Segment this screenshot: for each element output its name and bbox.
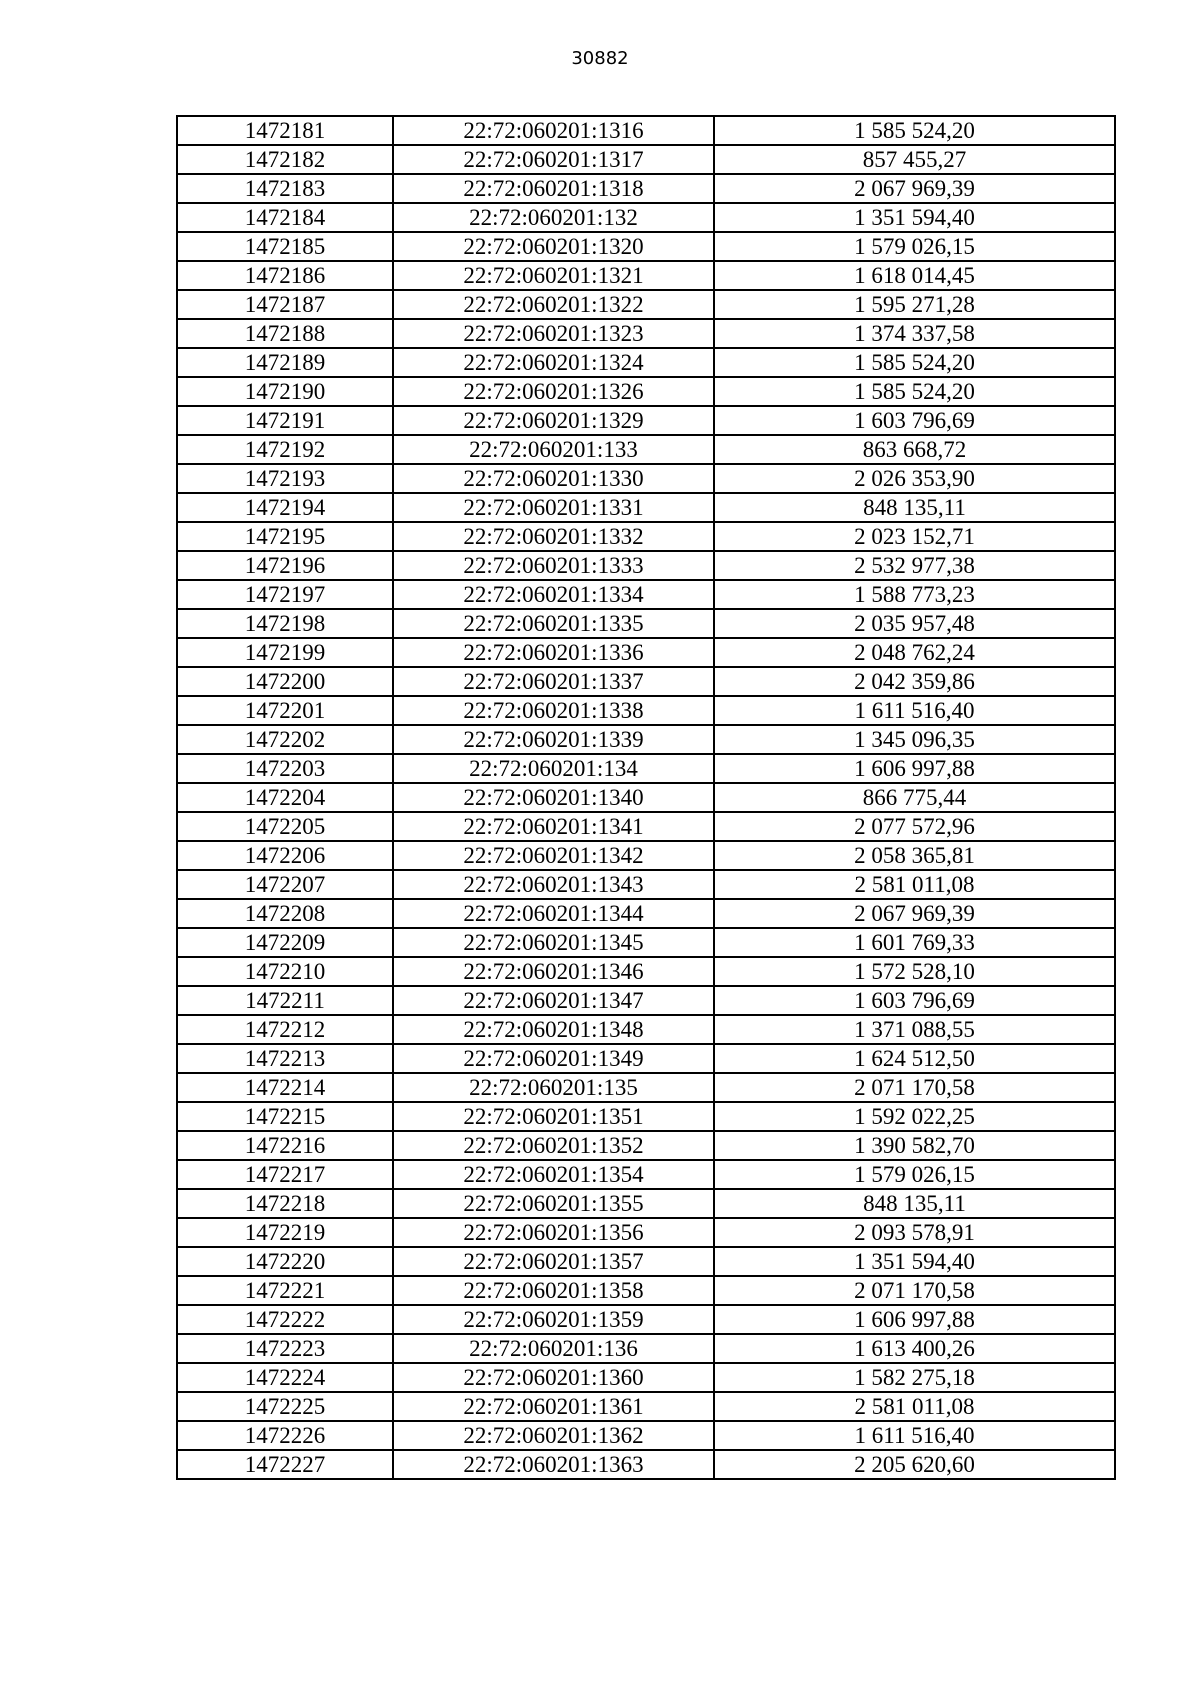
table-row — [177, 870, 1115, 899]
cadastral-number-cell: 22:72:060201:1361 — [393, 1392, 714, 1421]
table-row — [177, 1392, 1115, 1421]
value-cell: 848 135,11 — [714, 493, 1115, 522]
value-cell: 1 613 400,26 — [714, 1334, 1115, 1363]
row-id-cell: 1472201 — [177, 696, 393, 725]
table-row — [177, 377, 1115, 406]
table-row — [177, 1450, 1115, 1479]
value-cell: 1 595 271,28 — [714, 290, 1115, 319]
row-id-cell: 1472181 — [177, 116, 393, 145]
value-cell: 1 579 026,15 — [714, 1160, 1115, 1189]
row-id-cell: 1472184 — [177, 203, 393, 232]
row-id-cell: 1472208 — [177, 899, 393, 928]
cadastral-number-cell: 22:72:060201:1347 — [393, 986, 714, 1015]
row-id-cell: 1472199 — [177, 638, 393, 667]
table-row — [177, 1305, 1115, 1334]
row-id-cell: 1472197 — [177, 580, 393, 609]
value-cell: 1 603 796,69 — [714, 406, 1115, 435]
cadastral-number-cell: 22:72:060201:1326 — [393, 377, 714, 406]
value-cell: 1 371 088,55 — [714, 1015, 1115, 1044]
row-id-cell: 1472210 — [177, 957, 393, 986]
cadastral-number-cell: 22:72:060201:1329 — [393, 406, 714, 435]
row-id-cell: 1472182 — [177, 145, 393, 174]
value-cell: 2 093 578,91 — [714, 1218, 1115, 1247]
table-row — [177, 1189, 1115, 1218]
table-row — [177, 116, 1115, 145]
row-id-cell: 1472222 — [177, 1305, 393, 1334]
table-row — [177, 638, 1115, 667]
table-row — [177, 145, 1115, 174]
row-id-cell: 1472194 — [177, 493, 393, 522]
cadastral-number-cell: 22:72:060201:1346 — [393, 957, 714, 986]
table-row — [177, 725, 1115, 754]
table-row — [177, 783, 1115, 812]
cadastral-number-cell: 22:72:060201:1322 — [393, 290, 714, 319]
cadastral-number-cell: 22:72:060201:1331 — [393, 493, 714, 522]
table-row — [177, 232, 1115, 261]
cadastral-number-cell: 22:72:060201:1357 — [393, 1247, 714, 1276]
value-cell: 2 023 152,71 — [714, 522, 1115, 551]
cadastral-number-cell: 22:72:060201:1337 — [393, 667, 714, 696]
value-cell: 1 606 997,88 — [714, 1305, 1115, 1334]
cadastral-number-cell: 22:72:060201:1349 — [393, 1044, 714, 1073]
table-row — [177, 986, 1115, 1015]
table-row — [177, 609, 1115, 638]
value-cell: 857 455,27 — [714, 145, 1115, 174]
value-cell: 1 572 528,10 — [714, 957, 1115, 986]
value-cell: 2 058 365,81 — [714, 841, 1115, 870]
cadastral-number-cell: 22:72:060201:1318 — [393, 174, 714, 203]
cadastral-number-cell: 22:72:060201:135 — [393, 1073, 714, 1102]
cadastral-number-cell: 22:72:060201:132 — [393, 203, 714, 232]
row-id-cell: 1472226 — [177, 1421, 393, 1450]
cadastral-number-cell: 22:72:060201:1341 — [393, 812, 714, 841]
row-id-cell: 1472213 — [177, 1044, 393, 1073]
value-cell: 2 077 572,96 — [714, 812, 1115, 841]
value-cell: 1 601 769,33 — [714, 928, 1115, 957]
cadastral-number-cell: 22:72:060201:1316 — [393, 116, 714, 145]
value-cell: 2 071 170,58 — [714, 1073, 1115, 1102]
cadastral-number-cell: 22:72:060201:1340 — [393, 783, 714, 812]
table-row — [177, 261, 1115, 290]
row-id-cell: 1472209 — [177, 928, 393, 957]
cadastral-number-cell: 22:72:060201:1359 — [393, 1305, 714, 1334]
cadastral-number-cell: 22:72:060201:1323 — [393, 319, 714, 348]
row-id-cell: 1472203 — [177, 754, 393, 783]
value-cell: 2 071 170,58 — [714, 1276, 1115, 1305]
row-id-cell: 1472202 — [177, 725, 393, 754]
table-row — [177, 899, 1115, 928]
value-cell: 2 532 977,38 — [714, 551, 1115, 580]
row-id-cell: 1472225 — [177, 1392, 393, 1421]
cadastral-number-cell: 22:72:060201:1335 — [393, 609, 714, 638]
row-id-cell: 1472190 — [177, 377, 393, 406]
table-row — [177, 696, 1115, 725]
value-cell: 2 581 011,08 — [714, 870, 1115, 899]
value-cell: 1 611 516,40 — [714, 1421, 1115, 1450]
value-cell: 2 042 359,86 — [714, 667, 1115, 696]
cadastral-number-cell: 22:72:060201:1332 — [393, 522, 714, 551]
table-row — [177, 348, 1115, 377]
value-cell: 2 067 969,39 — [714, 899, 1115, 928]
row-id-cell: 1472217 — [177, 1160, 393, 1189]
cadastral-number-cell: 22:72:060201:1336 — [393, 638, 714, 667]
table-row — [177, 406, 1115, 435]
row-id-cell: 1472216 — [177, 1131, 393, 1160]
table-row — [177, 290, 1115, 319]
table-row — [177, 1073, 1115, 1102]
cadastral-number-cell: 22:72:060201:134 — [393, 754, 714, 783]
value-cell: 1 351 594,40 — [714, 1247, 1115, 1276]
value-cell: 1 390 582,70 — [714, 1131, 1115, 1160]
table-row — [177, 1334, 1115, 1363]
value-cell: 1 585 524,20 — [714, 116, 1115, 145]
row-id-cell: 1472200 — [177, 667, 393, 696]
cadastral-number-cell: 22:72:060201:1355 — [393, 1189, 714, 1218]
value-cell: 1 624 512,50 — [714, 1044, 1115, 1073]
cadastral-number-cell: 22:72:060201:1360 — [393, 1363, 714, 1392]
cadastral-number-cell: 22:72:060201:1333 — [393, 551, 714, 580]
row-id-cell: 1472211 — [177, 986, 393, 1015]
value-cell: 1 351 594,40 — [714, 203, 1115, 232]
table-row — [177, 1015, 1115, 1044]
value-cell: 1 579 026,15 — [714, 232, 1115, 261]
value-cell: 1 374 337,58 — [714, 319, 1115, 348]
table-row — [177, 319, 1115, 348]
row-id-cell: 1472185 — [177, 232, 393, 261]
page-number: 30882 — [571, 48, 629, 69]
table-row — [177, 1247, 1115, 1276]
table-row — [177, 580, 1115, 609]
cadastral-number-cell: 22:72:060201:1348 — [393, 1015, 714, 1044]
table-row — [177, 1421, 1115, 1450]
value-cell: 848 135,11 — [714, 1189, 1115, 1218]
row-id-cell: 1472227 — [177, 1450, 393, 1479]
row-id-cell: 1472189 — [177, 348, 393, 377]
table-row — [177, 957, 1115, 986]
cadastral-number-cell: 22:72:060201:1363 — [393, 1450, 714, 1479]
row-id-cell: 1472187 — [177, 290, 393, 319]
cadastral-number-cell: 22:72:060201:1338 — [393, 696, 714, 725]
table-row — [177, 1160, 1115, 1189]
table-row — [177, 1044, 1115, 1073]
value-cell: 1 618 014,45 — [714, 261, 1115, 290]
cadastral-number-cell: 22:72:060201:1330 — [393, 464, 714, 493]
value-cell: 1 592 022,25 — [714, 1102, 1115, 1131]
cadastral-number-cell: 22:72:060201:1334 — [393, 580, 714, 609]
row-id-cell: 1472186 — [177, 261, 393, 290]
row-id-cell: 1472198 — [177, 609, 393, 638]
table-body — [177, 116, 1115, 1479]
cadastral-number-cell: 22:72:060201:1345 — [393, 928, 714, 957]
value-cell: 2 581 011,08 — [714, 1392, 1115, 1421]
table-row — [177, 1218, 1115, 1247]
cadastral-number-cell: 22:72:060201:1354 — [393, 1160, 714, 1189]
table-row — [177, 493, 1115, 522]
row-id-cell: 1472212 — [177, 1015, 393, 1044]
cadastral-number-cell: 22:72:060201:1342 — [393, 841, 714, 870]
value-cell: 2 205 620,60 — [714, 1450, 1115, 1479]
row-id-cell: 1472224 — [177, 1363, 393, 1392]
row-id-cell: 1472188 — [177, 319, 393, 348]
table-row — [177, 203, 1115, 232]
cadastral-number-cell: 22:72:060201:1343 — [393, 870, 714, 899]
value-cell: 863 668,72 — [714, 435, 1115, 464]
value-cell: 1 611 516,40 — [714, 696, 1115, 725]
value-cell: 1 585 524,20 — [714, 348, 1115, 377]
row-id-cell: 1472218 — [177, 1189, 393, 1218]
row-id-cell: 1472214 — [177, 1073, 393, 1102]
data-table — [176, 115, 1116, 1480]
value-cell: 1 603 796,69 — [714, 986, 1115, 1015]
value-cell: 866 775,44 — [714, 783, 1115, 812]
table-row — [177, 435, 1115, 464]
row-id-cell: 1472223 — [177, 1334, 393, 1363]
table-row — [177, 841, 1115, 870]
cadastral-number-cell: 22:72:060201:136 — [393, 1334, 714, 1363]
row-id-cell: 1472221 — [177, 1276, 393, 1305]
row-id-cell: 1472219 — [177, 1218, 393, 1247]
row-id-cell: 1472204 — [177, 783, 393, 812]
value-cell: 1 606 997,88 — [714, 754, 1115, 783]
row-id-cell: 1472215 — [177, 1102, 393, 1131]
table-row — [177, 1131, 1115, 1160]
cadastral-number-cell: 22:72:060201:1358 — [393, 1276, 714, 1305]
cadastral-number-cell: 22:72:060201:133 — [393, 435, 714, 464]
table-row — [177, 667, 1115, 696]
value-cell: 1 588 773,23 — [714, 580, 1115, 609]
value-cell: 2 035 957,48 — [714, 609, 1115, 638]
row-id-cell: 1472183 — [177, 174, 393, 203]
cadastral-number-cell: 22:72:060201:1356 — [393, 1218, 714, 1247]
cadastral-number-cell: 22:72:060201:1344 — [393, 899, 714, 928]
table-row — [177, 1276, 1115, 1305]
value-cell: 2 048 762,24 — [714, 638, 1115, 667]
value-cell: 1 582 275,18 — [714, 1363, 1115, 1392]
cadastral-number-cell: 22:72:060201:1362 — [393, 1421, 714, 1450]
value-cell: 1 585 524,20 — [714, 377, 1115, 406]
row-id-cell: 1472191 — [177, 406, 393, 435]
cadastral-number-cell: 22:72:060201:1317 — [393, 145, 714, 174]
table-row — [177, 754, 1115, 783]
row-id-cell: 1472206 — [177, 841, 393, 870]
value-cell: 2 026 353,90 — [714, 464, 1115, 493]
cadastral-number-cell: 22:72:060201:1352 — [393, 1131, 714, 1160]
table-row — [177, 174, 1115, 203]
table-row — [177, 551, 1115, 580]
cadastral-number-cell: 22:72:060201:1324 — [393, 348, 714, 377]
cadastral-number-cell: 22:72:060201:1339 — [393, 725, 714, 754]
table-row — [177, 812, 1115, 841]
row-id-cell: 1472193 — [177, 464, 393, 493]
row-id-cell: 1472205 — [177, 812, 393, 841]
table-row — [177, 464, 1115, 493]
table-row — [177, 1102, 1115, 1131]
table-row — [177, 522, 1115, 551]
row-id-cell: 1472192 — [177, 435, 393, 464]
row-id-cell: 1472195 — [177, 522, 393, 551]
row-id-cell: 1472196 — [177, 551, 393, 580]
row-id-cell: 1472207 — [177, 870, 393, 899]
row-id-cell: 1472220 — [177, 1247, 393, 1276]
table-row — [177, 928, 1115, 957]
cadastral-number-cell: 22:72:060201:1351 — [393, 1102, 714, 1131]
value-cell: 2 067 969,39 — [714, 174, 1115, 203]
cadastral-number-cell: 22:72:060201:1321 — [393, 261, 714, 290]
cadastral-number-cell: 22:72:060201:1320 — [393, 232, 714, 261]
table-row — [177, 1363, 1115, 1392]
value-cell: 1 345 096,35 — [714, 725, 1115, 754]
